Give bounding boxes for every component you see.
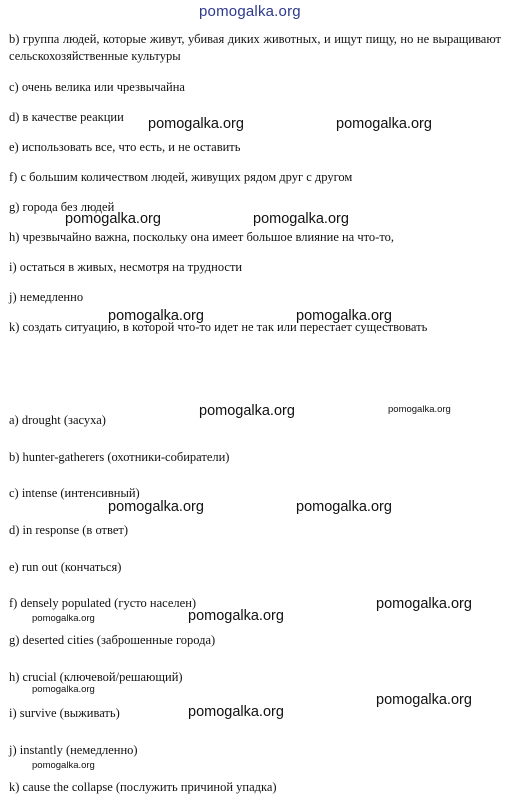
answer-c: c) intense (интенсивный) <box>9 486 140 500</box>
header-watermark: pomogalka.org <box>199 3 301 20</box>
watermark: pomogalka.org <box>253 211 349 227</box>
answer-g: g) deserted cities (заброшенные города) <box>9 633 216 647</box>
definition-d: d) в качестве реакции <box>9 110 124 124</box>
definition-g: g) города без людей <box>9 200 115 214</box>
definition-k: k) создать ситуацию, в которой что-то идет не так или перестает существовать <box>9 320 428 334</box>
answer-i: i) survive (выживать) <box>9 706 120 720</box>
answer-f: f) densely populated (густо населен) <box>9 596 197 610</box>
definition-f: f) с большим количеством людей, живущих рядом друг с другом <box>9 170 353 184</box>
watermark: pomogalka.org <box>199 403 295 419</box>
watermark: pomogalka.org <box>188 704 284 720</box>
watermark: pomogalka.org <box>148 116 244 132</box>
answer-d: d) in response (в ответ) <box>9 523 128 537</box>
watermark: pomogalka.org <box>32 613 95 624</box>
watermark: pomogalka.org <box>376 596 472 612</box>
watermark: pomogalka.org <box>388 404 451 415</box>
watermark: pomogalka.org <box>32 684 95 695</box>
answer-h: h) crucial (ключевой/решающий) <box>9 670 183 684</box>
answer-e: e) run out (кончаться) <box>9 560 122 574</box>
definition-e: e) использовать все, что есть, и не оставить <box>9 140 241 154</box>
watermark: pomogalka.org <box>108 308 204 324</box>
definition-h: h) чрезвычайно важна, поскольку она имеет большое влияние на что-то, <box>9 230 395 244</box>
answer-b: b) hunter-gatherers (охотники-собиратели) <box>9 450 230 464</box>
watermark: pomogalka.org <box>376 692 472 708</box>
watermark: pomogalka.org <box>296 499 392 515</box>
answer-j: j) instantly (немедленно) <box>9 743 138 757</box>
watermark: pomogalka.org <box>336 116 432 132</box>
answer-a: a) drought (засуха) <box>9 413 106 427</box>
definition-b: b) группа людей, которые живут, убивая диких животных, и ищут пищу, но не выращивают сельскохозяйственные культуры <box>9 32 501 63</box>
definition-i: i) остаться в живых, несмотря на трудности <box>9 260 243 274</box>
watermark: pomogalka.org <box>32 760 95 771</box>
answer-k: k) cause the collapse (послужить причиной упадка) <box>9 780 277 794</box>
definition-c: c) очень велика или чрезвычайна <box>9 80 185 94</box>
watermark: pomogalka.org <box>296 308 392 324</box>
definition-j: j) немедленно <box>9 290 84 304</box>
watermark: pomogalka.org <box>108 499 204 515</box>
watermark: pomogalka.org <box>188 608 284 624</box>
watermark: pomogalka.org <box>65 211 161 227</box>
